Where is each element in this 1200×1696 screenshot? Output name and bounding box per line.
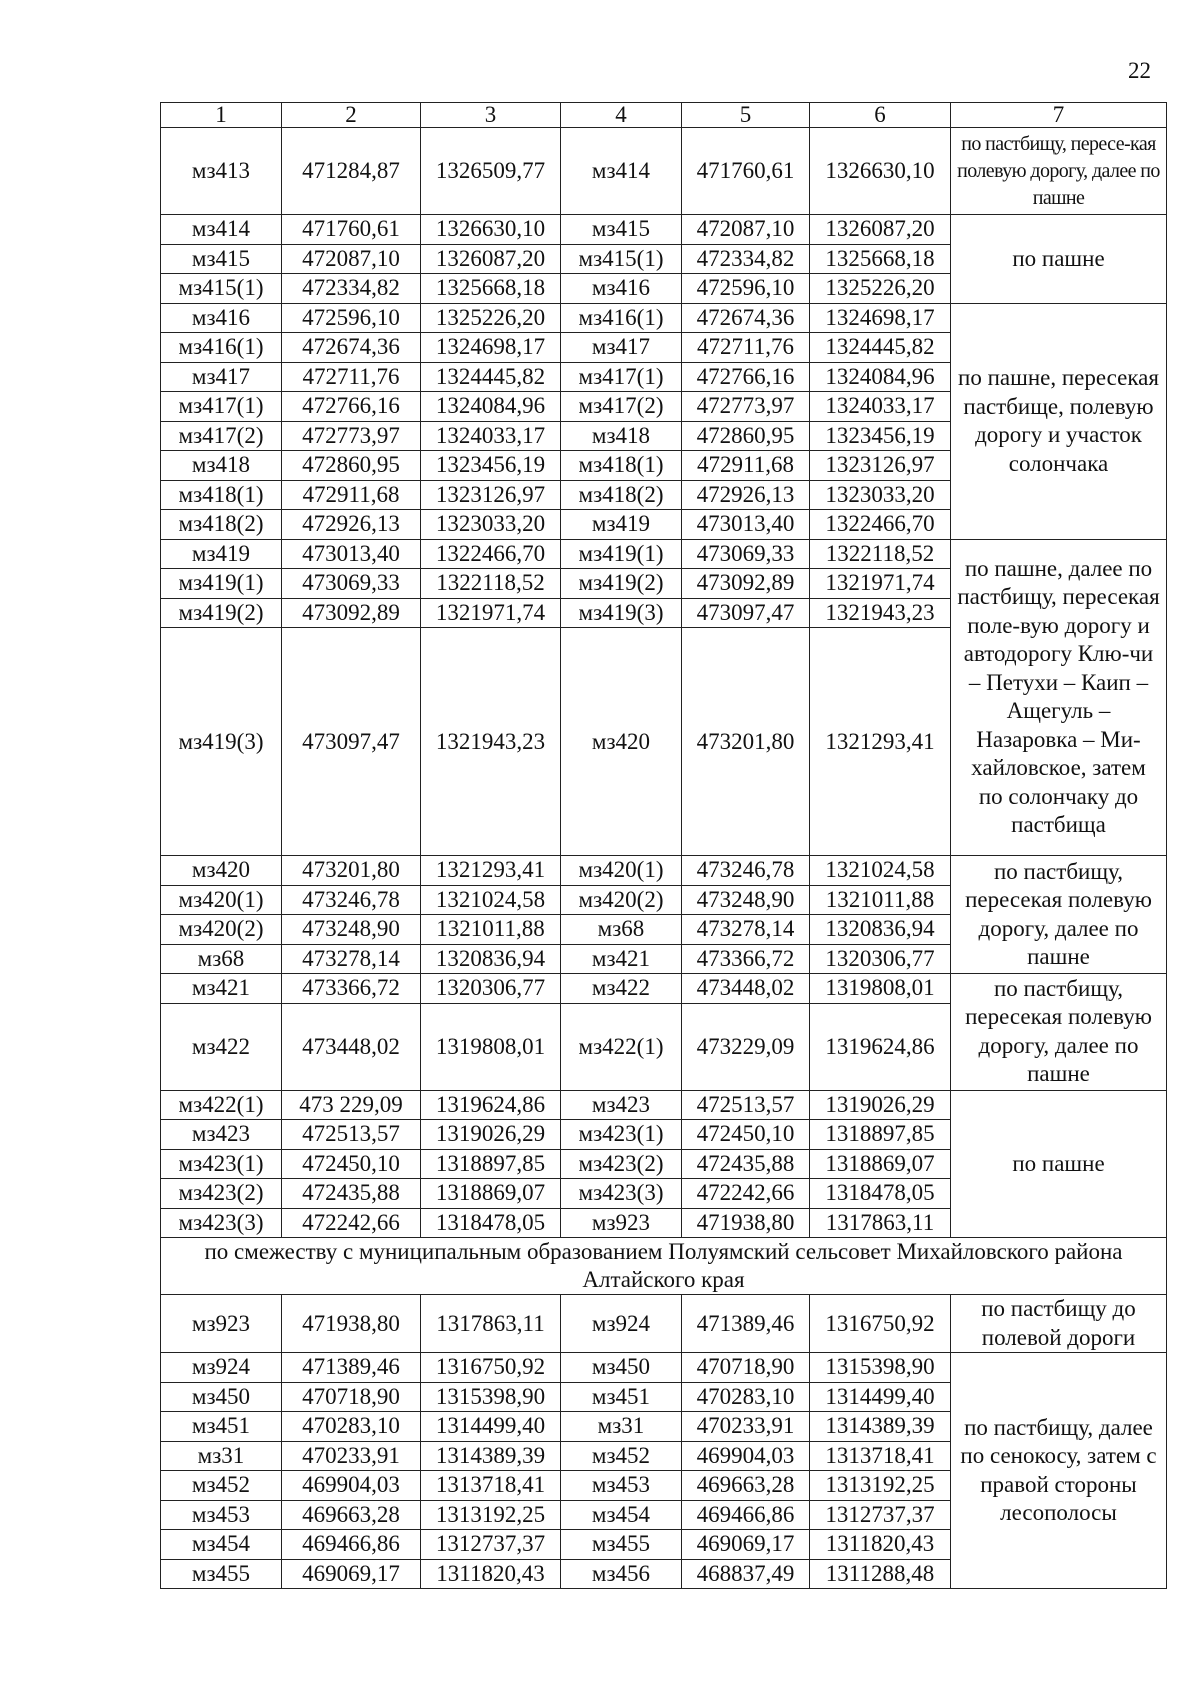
end-x-cell: 470718,90 [682,1353,810,1383]
page-number: 22 [1128,58,1151,83]
end-x-cell: 473229,09 [682,1003,810,1090]
start-y-cell: 1326087,20 [421,244,561,274]
start-x-cell: 472087,10 [282,244,421,274]
end-x-cell: 472926,13 [682,480,810,510]
end-x-cell: 472513,57 [682,1090,810,1120]
start-x-cell: 470718,90 [282,1382,421,1412]
end-y-cell: 1318897,85 [810,1120,951,1150]
start-y-cell: 1322466,70 [421,539,561,569]
start-x-cell: 472513,57 [282,1120,421,1150]
start-x-cell: 472334,82 [282,274,421,304]
end-y-cell: 1318478,05 [810,1179,951,1209]
start-x-cell: 473 229,09 [282,1090,421,1120]
start-y-cell: 1320306,77 [421,974,561,1004]
start-x-cell: 473092,89 [282,598,421,628]
end-y-cell: 1324084,96 [810,362,951,392]
end-x-cell: 469466,86 [682,1500,810,1530]
route-description: по пастбищу, пересекая полевую дорогу, далее по пашне [951,974,1167,1091]
start-y-cell: 1314499,40 [421,1412,561,1442]
start-x-cell: 473366,72 [282,974,421,1004]
start-y-cell: 1323126,97 [421,480,561,510]
start-point-cell: мз418(2) [161,510,282,540]
start-x-cell: 472911,68 [282,480,421,510]
start-y-cell: 1318897,85 [421,1149,561,1179]
route-description: по пастбищу, далее по сенокосу, затем с правой стороны лесополосы [951,1353,1167,1589]
end-point-cell: мз422(1) [561,1003,682,1090]
end-point-cell: мз416 [561,274,682,304]
end-point-cell: мз418 [561,421,682,451]
start-point-cell: мз419(3) [161,628,282,856]
end-point-cell: мз31 [561,1412,682,1442]
start-point-cell: мз413 [161,128,282,215]
start-x-cell: 471938,80 [282,1295,421,1353]
end-point-cell: мз453 [561,1471,682,1501]
end-x-cell: 472435,88 [682,1149,810,1179]
end-x-cell: 471389,46 [682,1295,810,1353]
start-point-cell: мз455 [161,1559,282,1589]
end-point-cell: мз422 [561,974,682,1004]
route-description: по пашне, пересекая пастбище, полевую дорогу и участок солончака [951,303,1167,539]
start-point-cell: мз423 [161,1120,282,1150]
end-y-cell: 1326630,10 [810,128,951,215]
route-description: по пастбищу, пересе-кая полевую дорогу, далее по пашне [951,128,1167,215]
start-x-cell: 473278,14 [282,944,421,974]
end-x-cell: 469663,28 [682,1471,810,1501]
start-point-cell: мз415(1) [161,274,282,304]
end-point-cell: мз450 [561,1353,682,1383]
end-x-cell: 473448,02 [682,974,810,1004]
start-y-cell: 1324698,17 [421,333,561,363]
start-point-cell: мз418(1) [161,480,282,510]
start-point-cell: мз419 [161,539,282,569]
end-y-cell: 1324698,17 [810,303,951,333]
table-row [161,856,1167,886]
end-y-cell: 1321971,74 [810,569,951,599]
end-x-cell: 472450,10 [682,1120,810,1150]
start-point-cell: мз416(1) [161,333,282,363]
header-cell: 4 [561,103,682,128]
start-point-cell: мз417 [161,362,282,392]
end-y-cell: 1311288,48 [810,1559,951,1589]
start-point-cell: мз453 [161,1500,282,1530]
start-y-cell: 1318869,07 [421,1179,561,1209]
start-y-cell: 1325226,20 [421,303,561,333]
end-x-cell: 473248,90 [682,885,810,915]
table-header-row [161,103,1167,128]
header-cell: 7 [951,103,1167,128]
start-y-cell: 1313192,25 [421,1500,561,1530]
header-cell: 6 [810,103,951,128]
end-x-cell: 470233,91 [682,1412,810,1442]
start-y-cell: 1316750,92 [421,1353,561,1383]
end-y-cell: 1319026,29 [810,1090,951,1120]
start-y-cell: 1315398,90 [421,1382,561,1412]
end-y-cell: 1325668,18 [810,244,951,274]
start-x-cell: 473201,80 [282,856,421,886]
end-y-cell: 1321011,88 [810,885,951,915]
start-y-cell: 1319808,01 [421,1003,561,1090]
start-y-cell: 1326630,10 [421,215,561,245]
start-y-cell: 1321293,41 [421,856,561,886]
start-point-cell: мз924 [161,1353,282,1383]
start-x-cell: 469663,28 [282,1500,421,1530]
end-point-cell: мз924 [561,1295,682,1353]
start-y-cell: 1324084,96 [421,392,561,422]
end-y-cell: 1323033,20 [810,480,951,510]
header-cell: 5 [682,103,810,128]
start-point-cell: мз416 [161,303,282,333]
end-point-cell: мз423 [561,1090,682,1120]
end-point-cell: мз421 [561,944,682,974]
start-y-cell: 1320836,94 [421,944,561,974]
start-y-cell: 1312737,37 [421,1530,561,1560]
end-x-cell: 473366,72 [682,944,810,974]
end-y-cell: 1311820,43 [810,1530,951,1560]
end-point-cell: мз452 [561,1441,682,1471]
start-y-cell: 1326509,77 [421,128,561,215]
header-cell: 3 [421,103,561,128]
start-y-cell: 1321024,58 [421,885,561,915]
end-x-cell: 473201,80 [682,628,810,856]
end-x-cell: 472674,36 [682,303,810,333]
start-x-cell: 473069,33 [282,569,421,599]
end-y-cell: 1322466,70 [810,510,951,540]
start-y-cell: 1321971,74 [421,598,561,628]
end-point-cell: мз419(2) [561,569,682,599]
end-point-cell: мз423(1) [561,1120,682,1150]
start-y-cell: 1313718,41 [421,1471,561,1501]
start-y-cell: 1324445,82 [421,362,561,392]
start-y-cell: 1319624,86 [421,1090,561,1120]
table-row [161,539,1167,569]
end-x-cell: 472596,10 [682,274,810,304]
end-y-cell: 1313192,25 [810,1471,951,1501]
start-point-cell: мз452 [161,1471,282,1501]
start-x-cell: 469904,03 [282,1471,421,1501]
start-x-cell: 469466,86 [282,1530,421,1560]
start-point-cell: мз422 [161,1003,282,1090]
start-y-cell: 1324033,17 [421,421,561,451]
end-x-cell: 469904,03 [682,1441,810,1471]
end-y-cell: 1321024,58 [810,856,951,886]
start-point-cell: мз415 [161,244,282,274]
start-point-cell: мз418 [161,451,282,481]
end-y-cell: 1325226,20 [810,274,951,304]
start-x-cell: 473246,78 [282,885,421,915]
start-point-cell: мз417(1) [161,392,282,422]
start-y-cell: 1325668,18 [421,274,561,304]
end-y-cell: 1319624,86 [810,1003,951,1090]
start-x-cell: 470283,10 [282,1412,421,1442]
end-point-cell: мз451 [561,1382,682,1412]
start-x-cell: 472242,66 [282,1208,421,1238]
end-x-cell: 472766,16 [682,362,810,392]
start-y-cell: 1314389,39 [421,1441,561,1471]
end-point-cell: мз423(3) [561,1179,682,1209]
table-row [161,215,1167,245]
section-note-row [161,1238,1167,1295]
end-y-cell: 1324445,82 [810,333,951,363]
start-x-cell: 473013,40 [282,539,421,569]
start-x-cell: 472926,13 [282,510,421,540]
end-point-cell: мз423(2) [561,1149,682,1179]
start-y-cell: 1311820,43 [421,1559,561,1589]
end-x-cell: 472773,97 [682,392,810,422]
start-x-cell: 472450,10 [282,1149,421,1179]
start-y-cell: 1321943,23 [421,628,561,856]
end-point-cell: мз416(1) [561,303,682,333]
end-y-cell: 1312737,37 [810,1500,951,1530]
end-point-cell: мз417 [561,333,682,363]
start-point-cell: мз450 [161,1382,282,1412]
start-x-cell: 472435,88 [282,1179,421,1209]
end-y-cell: 1323456,19 [810,421,951,451]
end-y-cell: 1319808,01 [810,974,951,1004]
start-x-cell: 473448,02 [282,1003,421,1090]
end-x-cell: 473069,33 [682,539,810,569]
start-point-cell: мз414 [161,215,282,245]
end-x-cell: 472087,10 [682,215,810,245]
start-point-cell: мз68 [161,944,282,974]
end-point-cell: мз418(1) [561,451,682,481]
end-x-cell: 473097,47 [682,598,810,628]
end-point-cell: мз68 [561,915,682,945]
end-point-cell: мз419 [561,510,682,540]
end-point-cell: мз454 [561,1500,682,1530]
end-point-cell: мз415 [561,215,682,245]
table-row [161,1353,1167,1383]
route-description: по пашне [951,1090,1167,1238]
start-y-cell: 1323033,20 [421,510,561,540]
start-y-cell: 1318478,05 [421,1208,561,1238]
start-point-cell: мз422(1) [161,1090,282,1120]
start-point-cell: мз31 [161,1441,282,1471]
end-point-cell: мз420 [561,628,682,856]
start-point-cell: мз420(2) [161,915,282,945]
start-point-cell: мз417(2) [161,421,282,451]
start-x-cell: 472674,36 [282,333,421,363]
end-x-cell: 473092,89 [682,569,810,599]
table-row [161,128,1167,215]
end-point-cell: мз414 [561,128,682,215]
table-row [161,974,1167,1004]
end-point-cell: мз419(1) [561,539,682,569]
end-point-cell: мз420(1) [561,856,682,886]
start-point-cell: мз420(1) [161,885,282,915]
end-point-cell: мз417(2) [561,392,682,422]
start-y-cell: 1322118,52 [421,569,561,599]
end-y-cell: 1320836,94 [810,915,951,945]
boundary-coordinates-table [160,102,1167,1589]
start-x-cell: 472860,95 [282,451,421,481]
route-description: по пашне [951,215,1167,304]
end-x-cell: 473278,14 [682,915,810,945]
end-y-cell: 1317863,11 [810,1208,951,1238]
end-x-cell: 472711,76 [682,333,810,363]
start-x-cell: 470233,91 [282,1441,421,1471]
end-x-cell: 470283,10 [682,1382,810,1412]
end-point-cell: мз419(3) [561,598,682,628]
header-cell: 1 [161,103,282,128]
end-y-cell: 1318869,07 [810,1149,951,1179]
start-point-cell: мз423(2) [161,1179,282,1209]
end-y-cell: 1313718,41 [810,1441,951,1471]
end-point-cell: мз923 [561,1208,682,1238]
end-point-cell: мз418(2) [561,480,682,510]
start-point-cell: мз423(3) [161,1208,282,1238]
start-y-cell: 1321011,88 [421,915,561,945]
start-y-cell: 1317863,11 [421,1295,561,1353]
end-point-cell: мз417(1) [561,362,682,392]
start-point-cell: мз420 [161,856,282,886]
start-point-cell: мз451 [161,1412,282,1442]
start-x-cell: 471760,61 [282,215,421,245]
start-x-cell: 472596,10 [282,303,421,333]
start-point-cell: мз423(1) [161,1149,282,1179]
start-point-cell: мз419(1) [161,569,282,599]
start-x-cell: 469069,17 [282,1559,421,1589]
route-description: по пашне, далее по пастбищу, пересекая поле-вую дорогу и автодорогу Клю-чи – Петухи – Каип – Ащегуль – Назаровка – Ми-хайловское, затем по солончаку до пастбища [951,539,1167,856]
end-y-cell: 1323126,97 [810,451,951,481]
table-row [161,1090,1167,1120]
table-row [161,303,1167,333]
start-x-cell: 471389,46 [282,1353,421,1383]
start-x-cell: 472711,76 [282,362,421,392]
end-y-cell: 1314499,40 [810,1382,951,1412]
start-x-cell: 472773,97 [282,421,421,451]
start-point-cell: мз421 [161,974,282,1004]
end-y-cell: 1321293,41 [810,628,951,856]
start-point-cell: мз454 [161,1530,282,1560]
start-point-cell: мз419(2) [161,598,282,628]
route-description: по пастбищу до полевой дороги [951,1295,1167,1353]
end-x-cell: 473013,40 [682,510,810,540]
section-note: по смежеству с муниципальным образованием Полуямский сельсовет Михайловского района Алтайского края [161,1238,1167,1295]
table-body [161,103,1167,1589]
start-x-cell: 473248,90 [282,915,421,945]
end-y-cell: 1322118,52 [810,539,951,569]
end-point-cell: мз456 [561,1559,682,1589]
end-x-cell: 472860,95 [682,421,810,451]
route-description: по пастбищу, пересекая полевую дорогу, далее по пашне [951,856,1167,974]
end-x-cell: 471760,61 [682,128,810,215]
end-point-cell: мз455 [561,1530,682,1560]
end-x-cell: 468837,49 [682,1559,810,1589]
start-x-cell: 471284,87 [282,128,421,215]
end-y-cell: 1315398,90 [810,1353,951,1383]
end-x-cell: 472911,68 [682,451,810,481]
end-y-cell: 1314389,39 [810,1412,951,1442]
table-row [161,1295,1167,1353]
end-y-cell: 1316750,92 [810,1295,951,1353]
start-x-cell: 472766,16 [282,392,421,422]
end-point-cell: мз415(1) [561,244,682,274]
start-y-cell: 1319026,29 [421,1120,561,1150]
end-x-cell: 472242,66 [682,1179,810,1209]
end-y-cell: 1320306,77 [810,944,951,974]
header-cell: 2 [282,103,421,128]
end-y-cell: 1321943,23 [810,598,951,628]
start-x-cell: 473097,47 [282,628,421,856]
start-y-cell: 1323456,19 [421,451,561,481]
end-x-cell: 473246,78 [682,856,810,886]
start-point-cell: мз923 [161,1295,282,1353]
end-y-cell: 1326087,20 [810,215,951,245]
end-y-cell: 1324033,17 [810,392,951,422]
end-x-cell: 472334,82 [682,244,810,274]
end-x-cell: 471938,80 [682,1208,810,1238]
end-point-cell: мз420(2) [561,885,682,915]
end-x-cell: 469069,17 [682,1530,810,1560]
